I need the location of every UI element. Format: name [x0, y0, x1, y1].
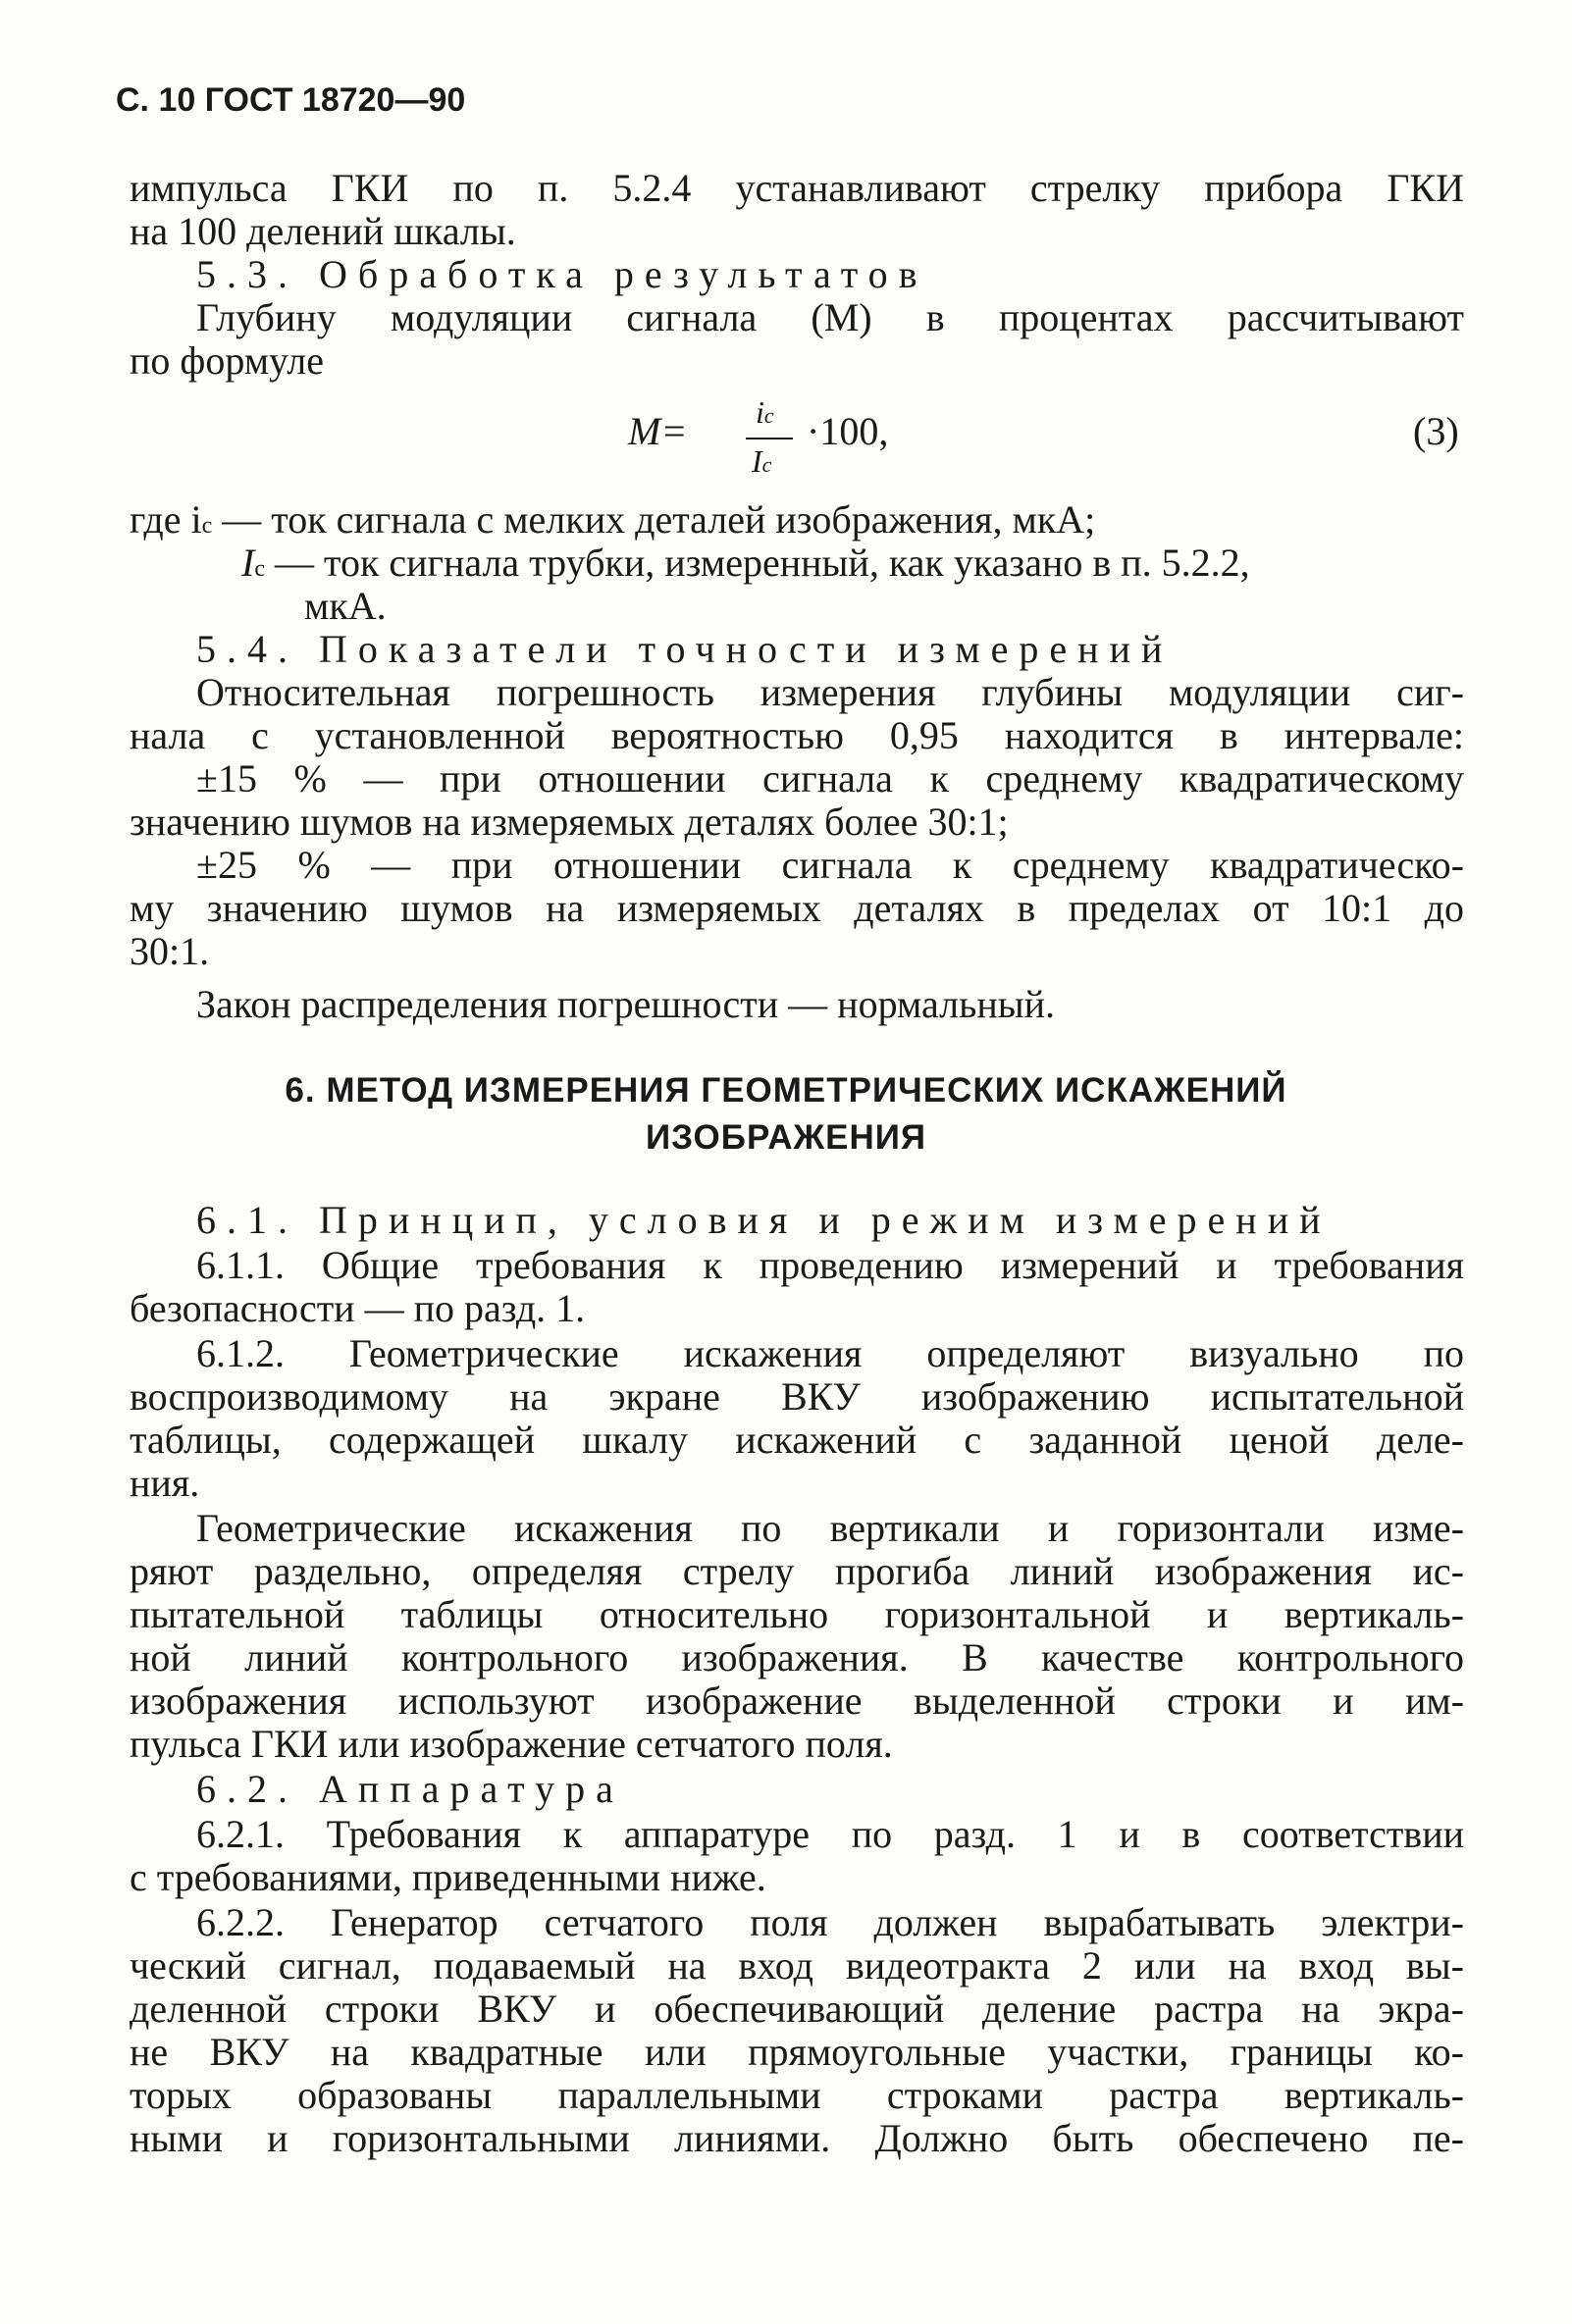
- text-line: ными и горизонтальными линиями. Должно быть обеспечено пе-: [130, 2116, 1464, 2160]
- text-line: значению шумов на измеряемых деталях более 30:1;: [130, 800, 1009, 844]
- text-line: 6.2.1. Требования к аппаратуре по разд. 1 и в соответствии: [196, 1812, 1464, 1856]
- text-line: нала с установленной вероятностью 0,95 находится в интервале:: [130, 713, 1464, 757]
- text-line: на 100 делений шкалы.: [130, 209, 516, 253]
- text-line: пытательной таблицы относительно горизонтальной и вертикаль-: [130, 1592, 1464, 1636]
- text-line: ±15 % — при отношении сигнала к среднему квадратическому: [196, 756, 1464, 800]
- text-line: ряют раздельно, определяя стрелу прогиба линий изображения ис-: [130, 1549, 1464, 1593]
- formula-denominator: Iс: [752, 443, 772, 479]
- text-line: 6.2.2. Генератор сетчатого поля должен вырабатывать электри-: [196, 1900, 1464, 1944]
- text-line: пульса ГКИ или изображение сетчатого поля.: [130, 1722, 893, 1766]
- formula-lhs: M=: [628, 409, 688, 453]
- formula-multiplier: ·100,: [807, 409, 889, 453]
- text-line: воспроизводимому на экране ВКУ изображению испытательной: [130, 1374, 1464, 1419]
- text-line: ной линий контрольного изображения. В качестве контрольного: [130, 1635, 1464, 1679]
- section-heading-6-2: 6.2. Аппаратура: [196, 1767, 624, 1811]
- formula-numerator: iс: [756, 394, 774, 430]
- text-line: ±25 % — при отношении сигнала к среднему квадратическо-: [196, 843, 1464, 887]
- text-line: Геометрические искажения по вертикали и горизонтали изме-: [196, 1506, 1464, 1550]
- text-line: изображения используют изображение выделенной строки и им-: [130, 1678, 1464, 1723]
- text-line: деленной строки ВКУ и обеспечивающий деление растра на экра-: [130, 1987, 1464, 2031]
- text-line: с требованиями, приведенными ниже.: [130, 1855, 766, 1899]
- text-line: Закон распределения погрешности — нормальный.: [196, 982, 1056, 1026]
- text-line: ческий сигнал, подаваемый на вход видеотракта 2 или на вход вы-: [130, 1943, 1464, 1988]
- text-line: 30:1.: [130, 929, 210, 973]
- definition-line: Iс — ток сигнала трубки, измеренный, как указано в п. 5.2.2,: [241, 541, 1250, 585]
- text-line: таблицы, содержащей шкалу искажений с заданной ценой деле-: [130, 1418, 1464, 1462]
- text-line: торых образованы параллельными строками растра вертикаль-: [130, 2073, 1464, 2117]
- text-line: мкА.: [304, 584, 387, 628]
- text-line: не ВКУ на квадратные или прямоугольные участки, границы ко-: [130, 2030, 1464, 2074]
- text-line: безопасности — по разд. 1.: [130, 1286, 586, 1330]
- section-heading-5-4: 5.4. Показатели точности измерений: [196, 627, 1174, 671]
- formula-number: (3): [1413, 409, 1459, 453]
- text-line: 6.1.1. Общие требования к проведению измерений и требования: [196, 1243, 1464, 1287]
- running-title: С. 10 ГОСТ 18720—90: [116, 81, 466, 119]
- section-heading-6-1: 6.1. Принцип, условия и режим измерений: [196, 1198, 1332, 1242]
- text-line: 6.1.2. Геометрические искажения определяют визуально по: [196, 1331, 1464, 1375]
- section-6-heading-cont: ИЗОБРАЖЕНИЯ: [645, 1118, 927, 1157]
- text-line: Относительная погрешность измерения глубины модуляции сиг-: [196, 670, 1464, 714]
- text-line: му значению шумов на измеряемых деталях в пределах от 10:1 до: [130, 886, 1464, 930]
- text-line: по формуле: [130, 338, 324, 383]
- text-line: Глубину модуляции сигнала (М) в процентах рассчитывают: [196, 295, 1464, 339]
- text-line: ния.: [130, 1461, 200, 1505]
- text-line: импульса ГКИ по п. 5.2.4 устанавливают стрелку прибора ГКИ: [130, 166, 1464, 210]
- section-heading-5-3: 5.3. Обработка результатов: [196, 252, 928, 296]
- section-6-heading: 6. МЕТОД ИЗМЕРЕНИЯ ГЕОМЕТРИЧЕСКИХ ИСКАЖЕНИЙ: [285, 1071, 1287, 1110]
- definition-line: где iс — ток сигнала с мелких деталей изображения, мкА;: [130, 497, 1096, 542]
